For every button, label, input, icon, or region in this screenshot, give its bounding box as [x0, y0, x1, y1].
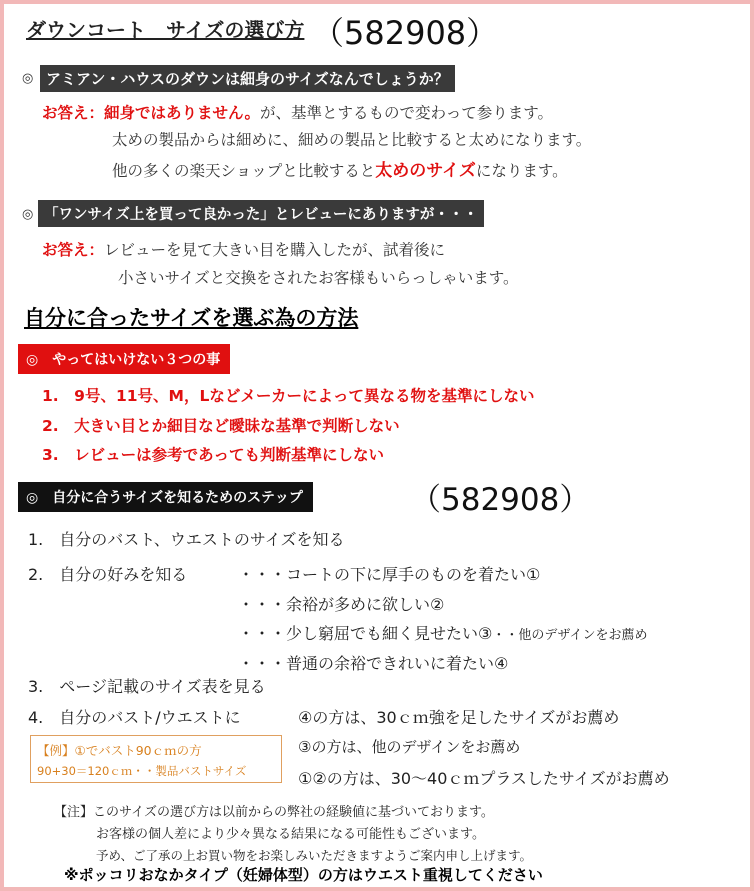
product-number: （582908） [312, 14, 499, 52]
pref-4: ・・・普通の余裕できれいに着たい④ [238, 654, 509, 673]
q1-line3-post: になります。 [475, 162, 568, 180]
pref-3: ・・・少し窮屈でも細く見せたい③ [238, 624, 493, 643]
step-4: 4. 自分のバスト/ウエストに [28, 708, 241, 727]
step-2: 2. 自分の好みを知る [28, 565, 188, 584]
example-line-1: 【例】①でバスト90ｃｍの方 [37, 743, 202, 758]
note-line-3: 予め、ご了承の上お買い物をお楽しみいただきますようご案内申し上げます。 [96, 848, 533, 863]
page-title: ダウンコート サイズの選び方 [26, 18, 305, 42]
q1-answer-highlight: 細身ではありません。 [104, 104, 260, 122]
q1-question: アミアン・ハウスのダウンは細身のサイズなんでしょうか？ [40, 65, 455, 92]
recommendation-4: ④の方は、30ｃｍ強を足したサイズがお薦め [298, 708, 620, 727]
q1-answer-label: お答え： [42, 104, 105, 122]
step-3: 3. ページ記載のサイズ表を見る [28, 677, 266, 696]
example-box [30, 735, 282, 783]
dont-bar: ◎ やってはいけない３つの事 [18, 344, 230, 374]
q2-answer-text: レビューを見て大きい目を購入したが、試着後に [104, 241, 446, 259]
method-heading: 自分に合ったサイズを選ぶ為の方法 [24, 306, 359, 330]
step-1: 1. 自分のバスト、ウエストのサイズを知る [28, 530, 345, 549]
note-line-1: 【注】このサイズの選び方は以前からの弊社の経験値に基づいております。 [54, 805, 494, 820]
dont-item-1: 1. 9号、11号、M，Lなどメーカーによって異なる物を基準にしない [42, 387, 535, 405]
q1-line2: 太めの製品からは細めに、細めの製品と比較すると太めになります。 [112, 131, 592, 149]
example-line-2: 90+30＝120ｃｍ・・製品バストサイズ [37, 764, 247, 778]
q2-mark: ◎ [22, 207, 34, 222]
q2-question: 「ワンサイズ上を買って良かった」とレビューにありますが・・・ [38, 200, 484, 227]
q1-line3-pre: 他の多くの楽天ショップと比較すると [112, 162, 376, 180]
steps-number: （582908） [410, 482, 591, 518]
note-line-4: ※ポッコリおなかタイプ（妊婦体型）の方はウエスト重視してください [64, 866, 543, 884]
dont-item-3: 3. レビューは参考であっても判断基準にしない [42, 446, 385, 464]
recommendation-3: ③の方は、他のデザインをお薦め [298, 738, 521, 756]
pref-3-suffix: ・・他のデザインをお薦め [492, 628, 648, 643]
recommendation-1-2: ①②の方は、30～40ｃｍプラスしたサイズがお薦め [298, 769, 670, 788]
note-line-2: お客様の個人差により少々異なる結果になる可能性もございます。 [96, 827, 485, 842]
pref-2: ・・・余裕が多めに欲しい② [238, 595, 445, 614]
pref-1: ・・・コートの下に厚手のものを着たい① [238, 565, 541, 584]
q2-answer-label: お答え： [42, 241, 105, 259]
q1-mark: ◎ [22, 71, 34, 86]
dont-item-2: 2. 大きい目とか細目など曖昧な基準で判断しない [42, 417, 400, 435]
steps-bar: ◎ 自分に合うサイズを知るためのステップ [18, 482, 313, 512]
q2-line2: 小さいサイズと交換をされたお客様もいらっしゃいます。 [118, 269, 519, 287]
q1-line3-highlight: 太めのサイズ [375, 161, 476, 181]
q1-answer-text: が、基準とするもので変わって参ります。 [259, 104, 554, 122]
